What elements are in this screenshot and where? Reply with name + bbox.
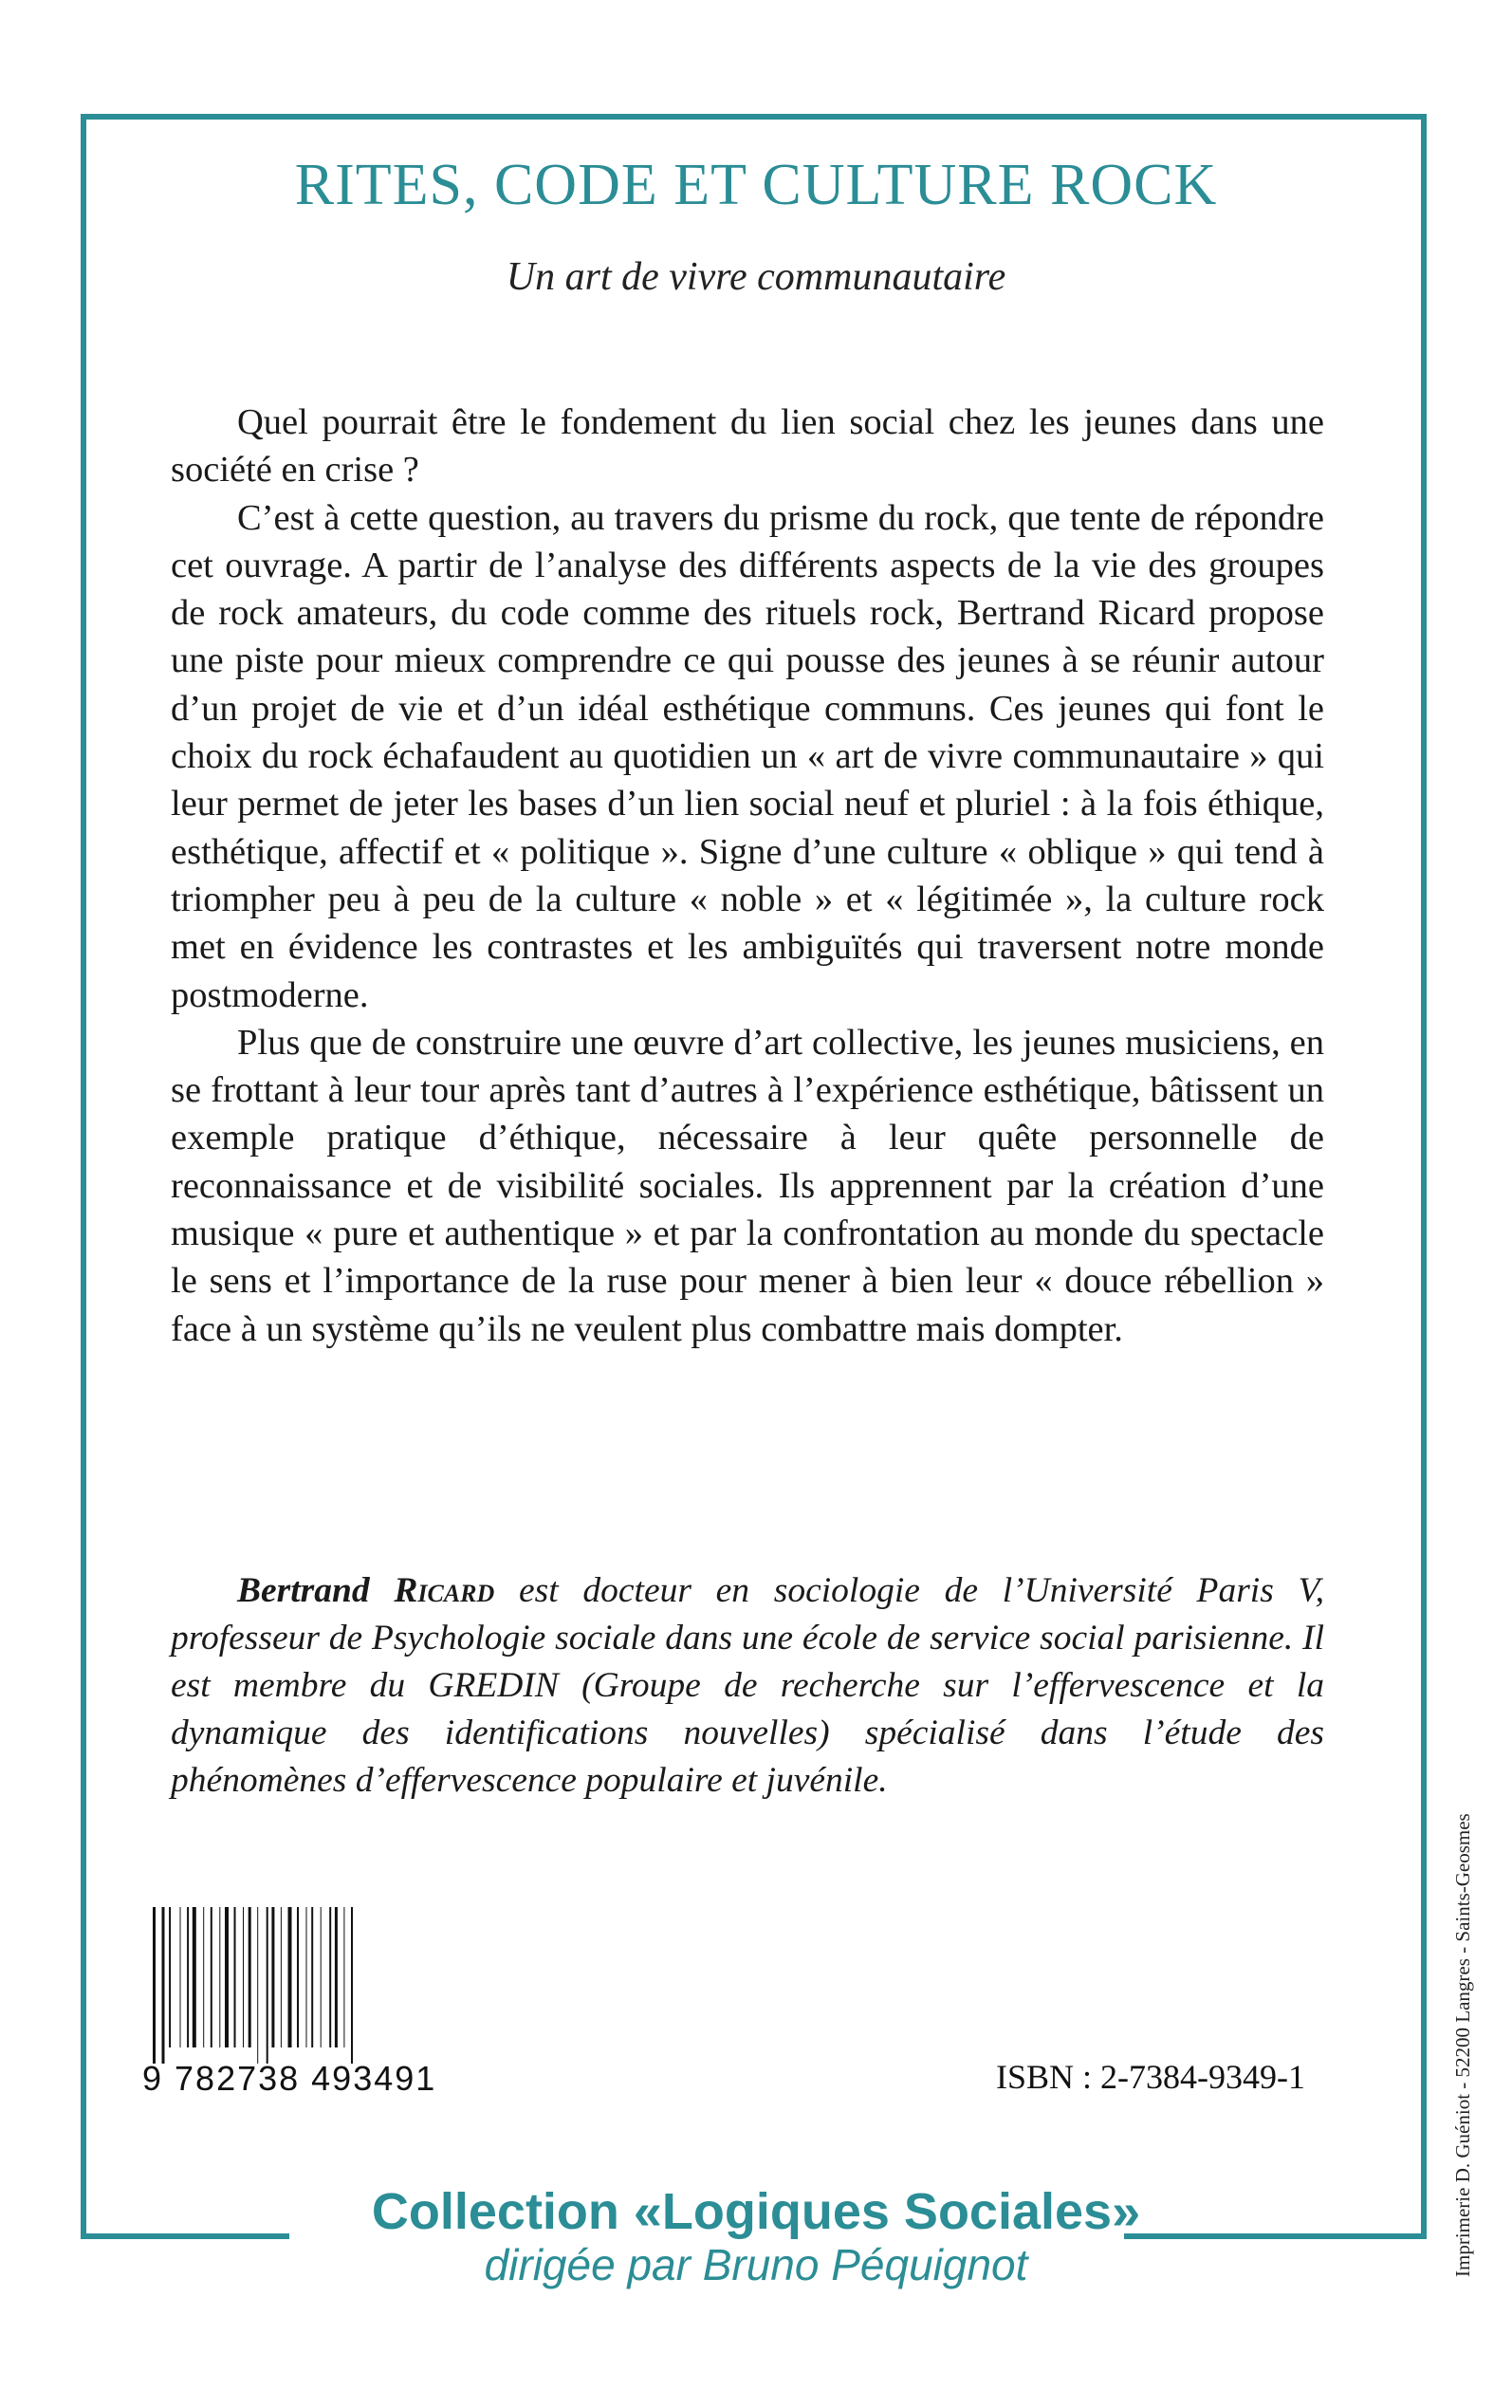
barcode-bar (203, 1907, 204, 2047)
author-first-name: Bertrand (237, 1571, 395, 1610)
book-title: RITES, CODE ET CULTURE ROCK (294, 153, 1218, 217)
barcode-bar (281, 1907, 282, 2047)
blurb-paragraph: Quel pourrait être le fondement du lien social chez les jeunes dans une société en crise ? (171, 402, 1324, 491)
barcode-bar (153, 1907, 156, 2064)
barcode-bar (243, 1907, 244, 2047)
barcode-digits: 9 782738 493491 (142, 2059, 437, 2098)
barcode-bar (306, 1907, 307, 2047)
barcode-bar (169, 1907, 171, 2047)
blurb (171, 398, 1324, 1353)
author-last-name: Ricard (394, 1571, 495, 1610)
barcode-bar (288, 1907, 292, 2047)
author-bio (171, 1567, 1324, 1805)
author-bio-text: est docteur en sociologie de l’Université Paris V, professeur de Psychologie sociale dans une école de service social parisienne. Il est membre du GREDIN (Groupe de recherche sur l’effervescence et la dynamique des identifications nouvelles) spécialisé dans l’étude des phénomènes d’effervescence populaire et juvénile. (171, 1571, 1324, 1800)
barcode-bar (211, 1907, 212, 2047)
barcode-bar (351, 1907, 353, 2064)
barcode-bar (343, 1907, 344, 2047)
blurb-paragraph: C’est à cette question, au travers du prisme du rock, que tente de répondre cet ouvrage. A partir de l’analyse des différents aspects de la vie des groupes de rock amateurs, du code comme des rituels rock, Bertrand Ricard propose une piste pour mieux comprendre ce qui pousse des jeunes à se réunir autour d’un projet de vie et d’un idéal esthétique communs. Ces jeunes qui font le choix du rock échafaudent au quotidien un « art de vivre communautaire » qui leur permet de jeter les bases d’un lien social neuf et pluriel : à la fois éthique, esthétique, affectif et « politique ». Signe d’une culture « oblique » qui tend à triompher peu à peu de la culture « noble » et « légitimée », la culture rock met en évidence les contrastes et les ambiguïtés qui traversent notre monde postmoderne. (171, 497, 1324, 1015)
barcode-bar (311, 1907, 313, 2047)
barcode-bar (297, 1907, 299, 2047)
barcode-bar (329, 1907, 331, 2047)
barcode-bar (257, 1907, 258, 2064)
barcode (147, 1907, 470, 2068)
blurb-paragraph: Plus que de construire une œuvre d’art collective, les jeunes musiciens, en se frottant à leur tour après tant d’autres à l’expérience esthétique, bâtissent un exemple pratique d’éthique, nécessaire à leur quête personnelle de reconnaissance et de visibilité sociales. Ils apprennent par la création d’une musique « pure et authentique » et par la confrontation au monde du spectacle le sens et l’importance de la ruse pour mener à bien leur « douce rébellion » face à un système qu’ils ne veulent plus combattre mais dompter. (171, 1022, 1324, 1349)
barcode-bar (193, 1907, 196, 2047)
barcode-bar (219, 1907, 220, 2047)
collection-director: dirigée par Bruno Péquignot (484, 2240, 1028, 2289)
barcode-bar (321, 1907, 322, 2047)
isbn: ISBN : 2-7384-9349-1 (996, 2058, 1305, 2096)
barcode-bar (267, 1907, 268, 2064)
barcode-bar (225, 1907, 229, 2047)
collection-name: Collection «Logiques Sociales» (371, 2183, 1141, 2240)
barcode-bar (187, 1907, 189, 2047)
barcode-bar (234, 1907, 236, 2047)
book-subtitle: Un art de vivre communautaire (506, 255, 1006, 299)
barcode-bar (335, 1907, 338, 2047)
barcode-bar (249, 1907, 251, 2047)
printer-imprint: Imprimerie D. Guéniot - 52200 Langres - Saints-Geosmes (1451, 1813, 1474, 2277)
barcode-bar (162, 1907, 165, 2064)
barcode-bar (271, 1907, 274, 2047)
barcode-bar (180, 1907, 181, 2047)
author-name (237, 1571, 494, 1610)
